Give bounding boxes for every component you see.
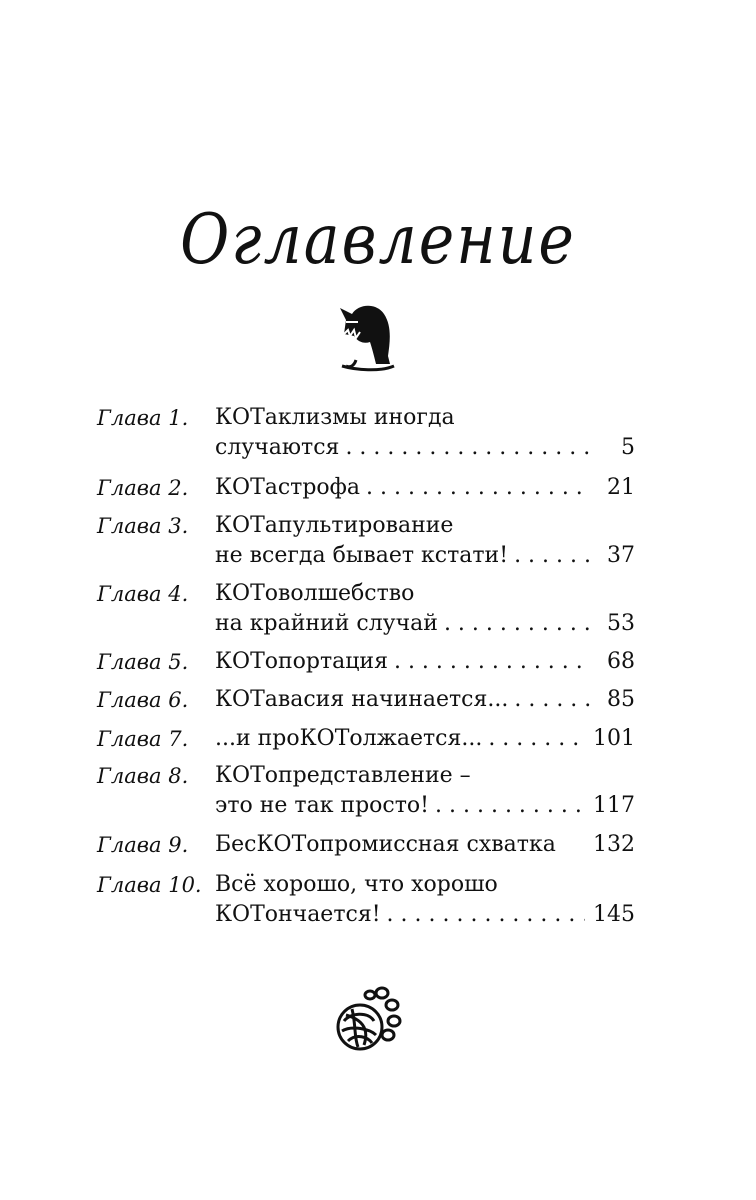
chapter-label: Глава 1. (97, 406, 189, 430)
chapter-title-last-line (215, 472, 635, 504)
page-title: Оглавление (180, 199, 576, 281)
chapter-title-last-line (215, 608, 635, 640)
chapter-title-line: КОТоволшебство (215, 581, 415, 606)
paw-print-icon (330, 985, 410, 1057)
chapter-title-last-line (215, 829, 635, 861)
page-number: 53 (607, 611, 635, 636)
page-number: 5 (621, 435, 635, 460)
leader-dots (429, 790, 585, 822)
leader-dots (360, 472, 591, 504)
chapter-title-text: КОТастрофа (215, 475, 361, 500)
page-number: 101 (593, 726, 635, 751)
leader-dots (339, 432, 591, 464)
chapter-title-last-line (215, 646, 635, 678)
chapter-title-line: Всё хорошо, что хорошо (215, 872, 498, 897)
leader-dots (438, 608, 591, 640)
chapter-label: Глава 5. (97, 650, 189, 674)
chapter-title-line: КОТаклизмы иногда (215, 405, 455, 430)
page-number: 68 (607, 649, 635, 674)
chapter-title-text: КОТавасия начинается... (215, 687, 509, 712)
chapter-title-text: это не так просто! (215, 793, 430, 818)
chapter-title-text: не всегда бывает кстати! (215, 543, 509, 568)
chapter-title-last-line (215, 899, 635, 931)
page-number: 132 (593, 832, 635, 857)
chapter-label: Глава 2. (97, 476, 189, 500)
chapter-title-last-line (215, 790, 635, 822)
chapter-label: Глава 9. (97, 833, 189, 857)
chapter-label: Глава 10. (97, 873, 202, 897)
chapter-title-line: КОТапультирование (215, 513, 454, 538)
chapter-title-text: ...и проКОТолжается... (215, 726, 483, 751)
leader-dots (508, 684, 591, 716)
chapter-title-text: КОТопортация (215, 649, 388, 674)
chapter-title-last-line (215, 684, 635, 716)
chapter-label: Глава 6. (97, 688, 189, 712)
chapter-label: Глава 3. (97, 514, 189, 538)
chapter-title-last-line (215, 540, 635, 572)
chapter-title-text: БесКОТопромиссная схватка (215, 832, 556, 857)
page-number: 117 (593, 793, 635, 818)
chapter-label: Глава 4. (97, 582, 189, 606)
page-number: 85 (607, 687, 635, 712)
chapter-label: Глава 8. (97, 764, 189, 788)
chapter-title-text: на крайний случай (215, 611, 438, 636)
page-number: 145 (593, 902, 635, 927)
chapter-title-line: КОТопредставление – (215, 763, 471, 788)
page-number: 21 (607, 475, 635, 500)
chapter-title-text: КОТончается! (215, 902, 381, 927)
chapter-title-text: случаются (215, 435, 340, 460)
leader-dots (482, 723, 585, 755)
leader-dots (381, 899, 585, 931)
page-number: 37 (607, 543, 635, 568)
cat-silhouette-icon (336, 300, 398, 372)
chapter-title-last-line (215, 723, 635, 755)
chapter-title-last-line (215, 432, 635, 464)
leader-dots (508, 540, 591, 572)
leader-dots (388, 646, 591, 678)
chapter-label: Глава 7. (97, 727, 189, 751)
